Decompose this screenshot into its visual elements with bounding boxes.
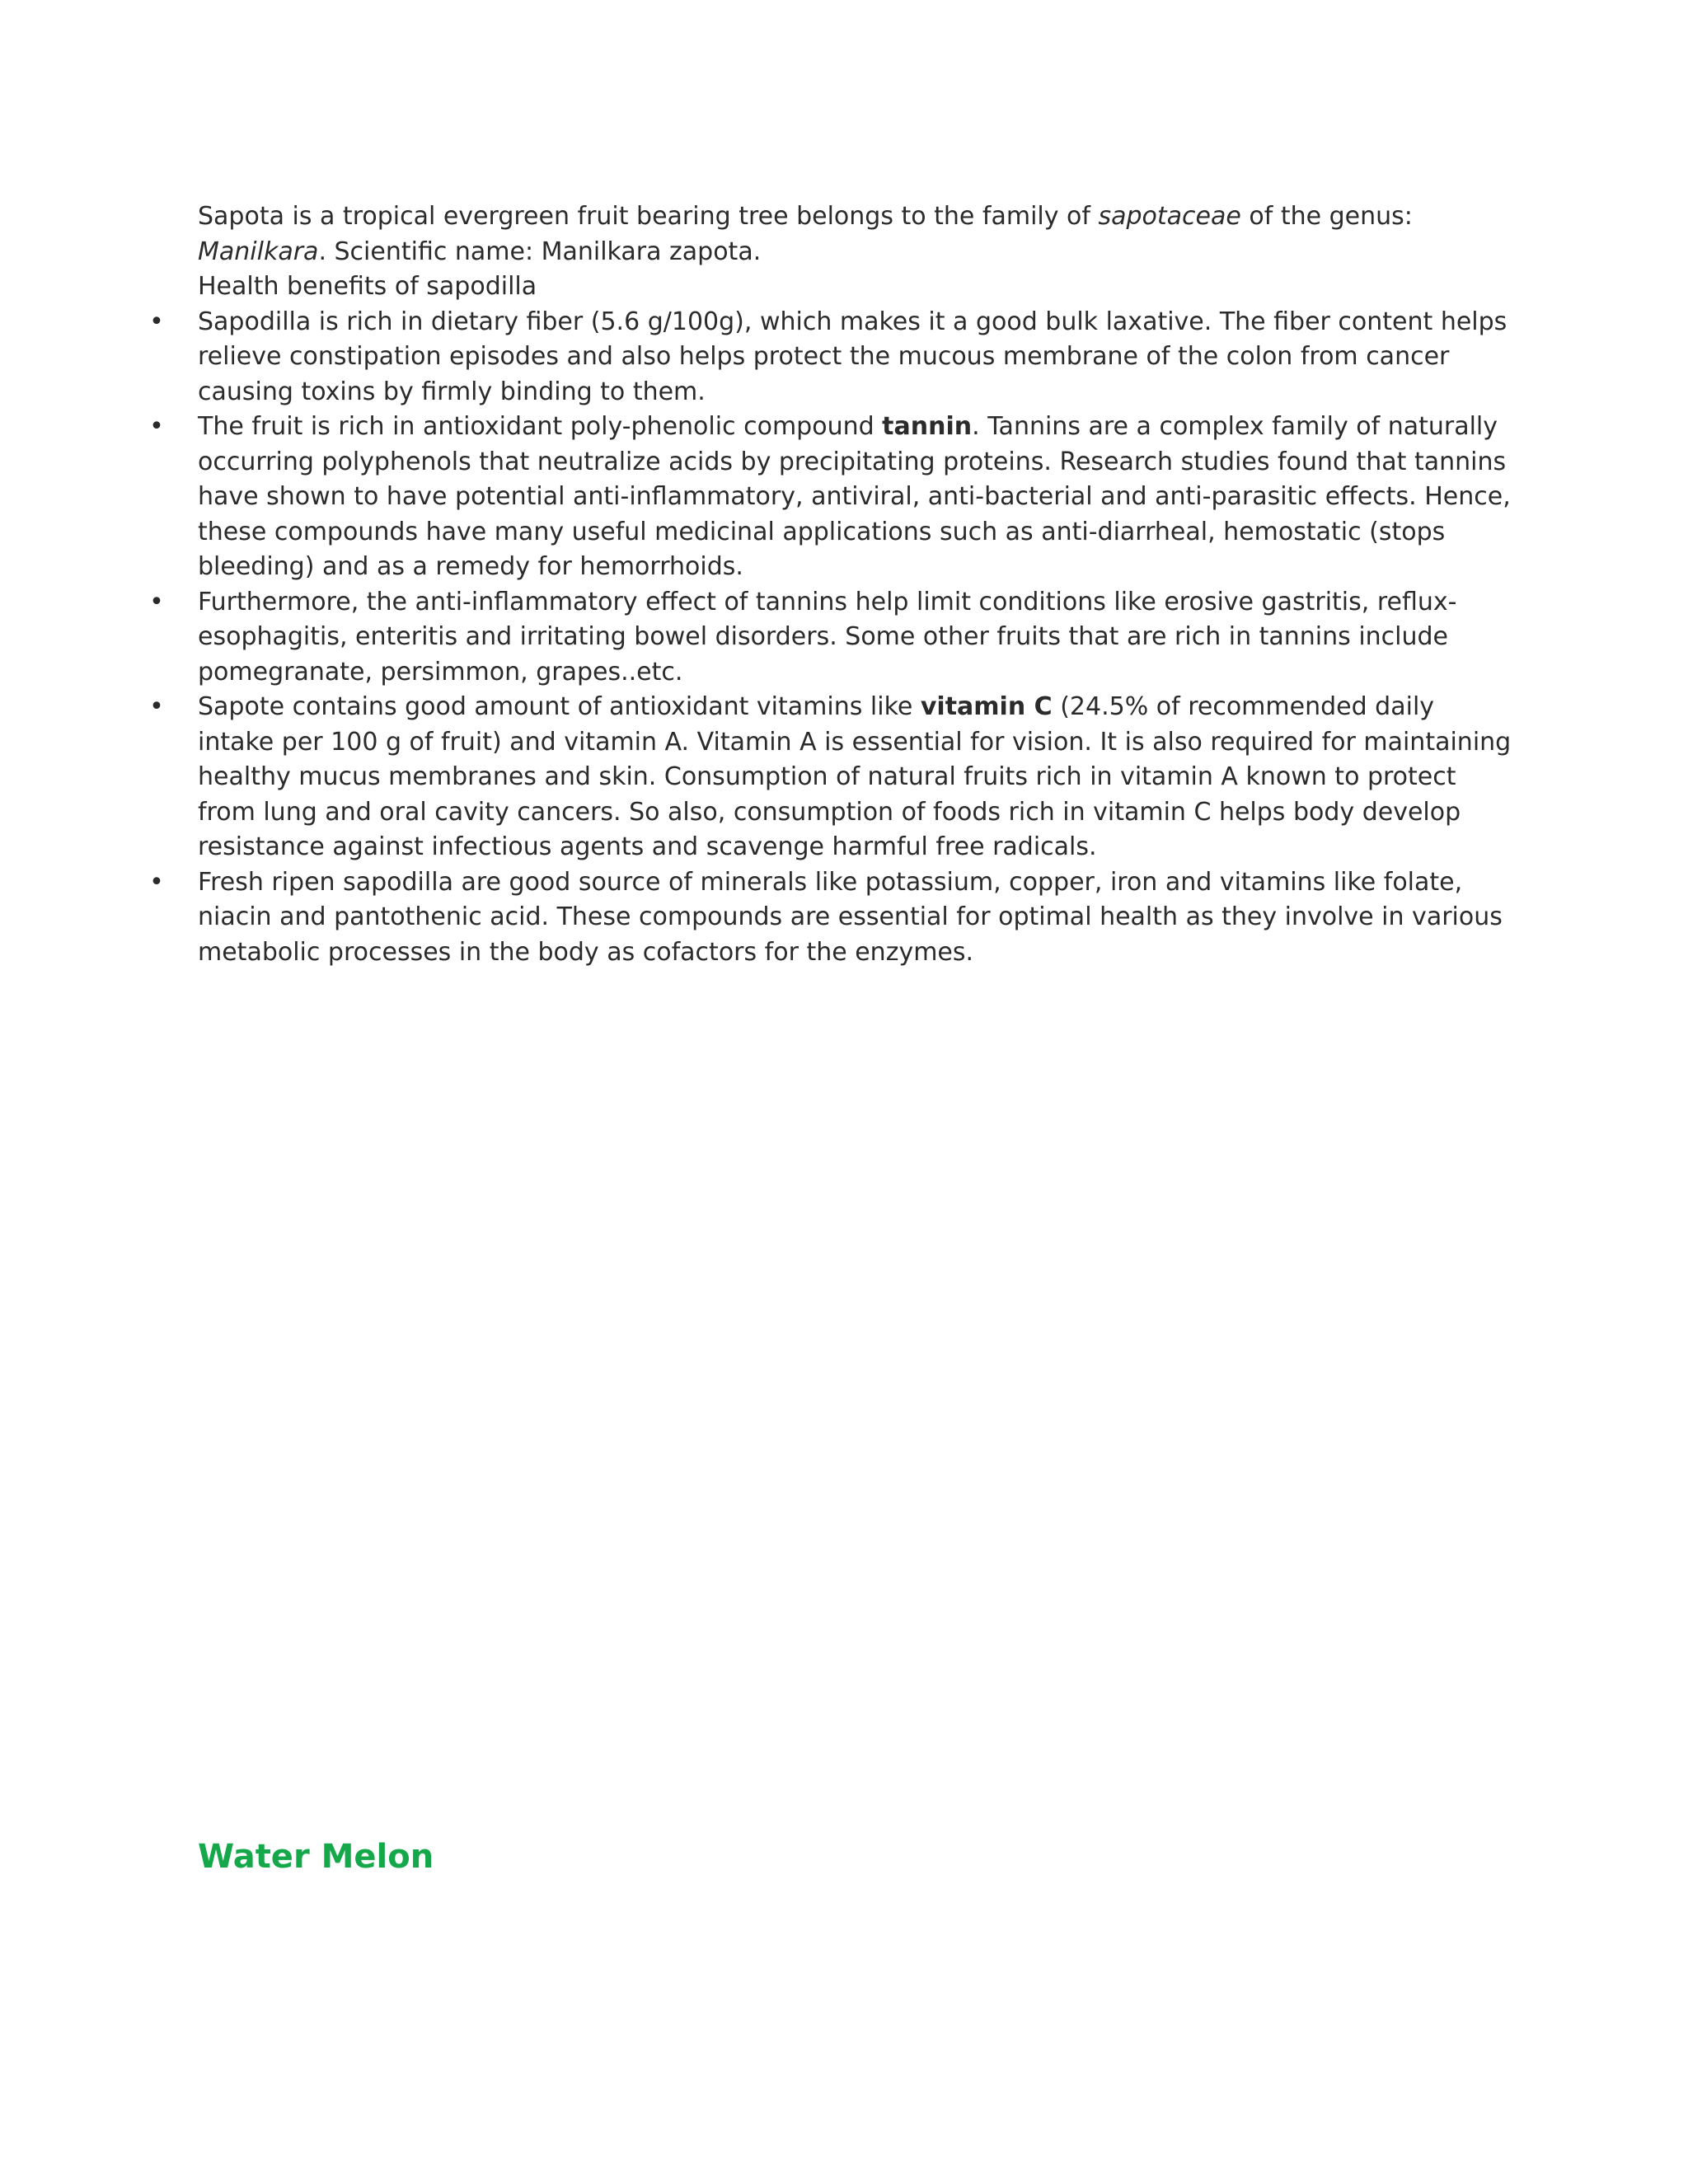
- list-item: [149, 690, 1517, 865]
- benefit-text-part-2: . Tannins are a complex family of naturally occurring polyphenols that neutralize acids by precipitating proteins. Research studies found that tannins have shown to have potential anti-inflammatory, antiviral, anti-bacterial and anti-parasitic effects. Hence, these compounds have many useful medicinal applications such as anti-diarrheal, hemostatic (stops bleeding) and as a remedy for hemorrhoids.: [198, 412, 1511, 581]
- list-item: [149, 865, 1517, 971]
- benefits-list: [149, 305, 1517, 971]
- bullet-icon: •: [149, 587, 164, 616]
- bullet-icon: •: [149, 412, 164, 441]
- benefit-keyword-bold: vitamin C: [920, 692, 1053, 721]
- bullet-icon: •: [149, 692, 164, 721]
- intro-text-part-2: of the genus:: [1240, 202, 1413, 231]
- bullet-icon: •: [149, 867, 164, 897]
- document-body: [149, 199, 1517, 970]
- intro-paragraph: [198, 199, 1517, 269]
- benefit-text: Sapodilla is rich in dietary fiber (5.6 g/100g), which makes it a good bulk laxative. The fiber content helps relieve constipation episodes and also helps protect the mucous membrane of the colon from cancer causing toxins by firmly binding to them.: [198, 307, 1507, 406]
- benefit-text: Fresh ripen sapodilla are good source of minerals like potassium, copper, iron and vitamins like folate, niacin and pantothenic acid. These compounds are essential for optimal health as they involve in various metabolic processes in the body as cofactors for the enzymes.: [198, 867, 1503, 967]
- list-item: [149, 585, 1517, 691]
- benefit-text-part-1: Sapote contains good amount of antioxidant vitamins like: [198, 692, 921, 721]
- intro-text-part-3: . Scientific name: Manilkara zapota.: [318, 237, 762, 266]
- benefit-text-part-2: (24.5% of recommended daily intake per 100 g of fruit) and vitamin A. Vitamin A is essential for vision. It is also required for maintaining healthy mucus membranes and skin. Consumption of natural fruits rich in vitamin A known to protect from lung and oral cavity cancers. So also, consumption of foods rich in vitamin C helps body develop resistance against infectious agents and scavenge harmful free radicals.: [198, 692, 1512, 861]
- intro-text-part-1: Sapota is a tropical evergreen fruit bearing tree belongs to the family of: [198, 202, 1099, 231]
- list-item: [149, 305, 1517, 410]
- family-name-italic: sapotaceae: [1098, 202, 1241, 231]
- genus-name-italic: Manilkara: [198, 237, 319, 266]
- bullet-icon: •: [149, 307, 164, 336]
- water-melon-heading: Water Melon: [198, 1838, 434, 1876]
- benefit-text-part-1: The fruit is rich in antioxidant poly-phenolic compound: [198, 412, 883, 441]
- health-benefits-subheading: Health benefits of sapodilla: [198, 272, 537, 301]
- benefit-keyword-bold: tannin: [882, 412, 973, 441]
- list-item: [149, 410, 1517, 585]
- benefit-text: Furthermore, the anti-inflammatory effect of tannins help limit conditions like erosive gastritis, reflux-esophagitis, enteritis and irritating bowel disorders. Some other fruits that are rich in tannins include pomegranate, persimmon, grapes..etc.: [198, 587, 1457, 687]
